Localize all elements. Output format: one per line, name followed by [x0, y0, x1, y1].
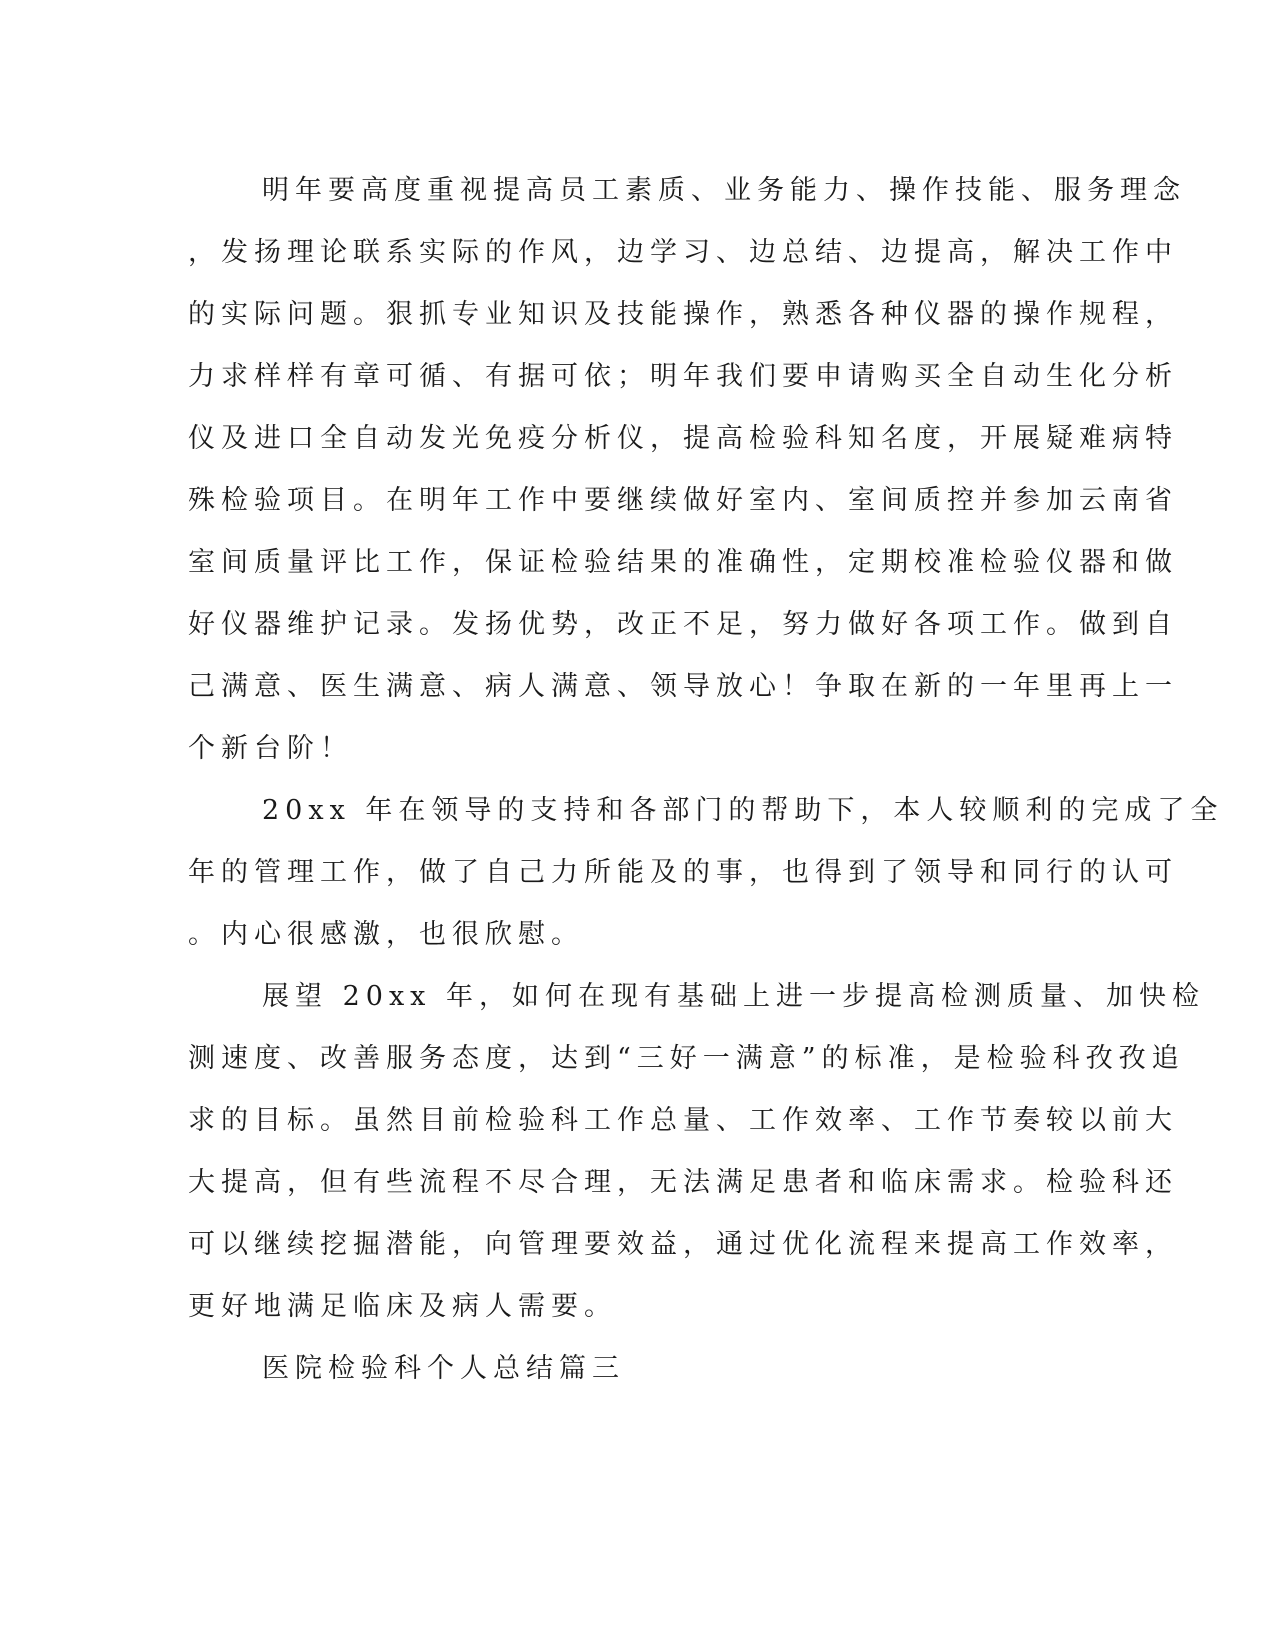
paragraph-line: 测速度、改善服务态度，达到“三好一满意”的标准，是检验科孜孜追 [188, 1043, 1185, 1074]
paragraph-2 [188, 780, 1224, 966]
paragraph-line: 个新台阶！ [188, 733, 353, 764]
paragraph-line: 大提高，但有些流程不尽合理，无法满足患者和临床需求。检验科还 [188, 1167, 1178, 1198]
paragraph-line: 明年要高度重视提高员工素质、业务能力、操作技能、服务理念 [262, 175, 1186, 206]
paragraph-line: 年的管理工作，做了自己力所能及的事，也得到了领导和同行的认可 [188, 857, 1178, 888]
paragraph-line: 的实际问题。狠抓专业知识及技能操作，熟悉各种仪器的操作规程， [188, 299, 1178, 330]
section-heading [188, 1338, 1076, 1400]
paragraph-line: 求的目标。虽然目前检验科工作总量、工作效率、工作节奏较以前大 [188, 1105, 1178, 1136]
paragraph-line: 20xx 年在领导的支持和各部门的帮助下，本人较顺利的完成了全 [262, 795, 1224, 826]
paragraph-line: 殊检验项目。在明年工作中要继续做好室内、室间质控并参加云南省 [188, 485, 1178, 516]
paragraph-line: 。内心很感激，也很欣慰。 [188, 919, 584, 950]
paragraph-line: 展望 20xx 年，如何在现有基础上进一步提高检测质量、加快检 [262, 981, 1205, 1012]
paragraph-line: 更好地满足临床及病人需要。 [188, 1291, 617, 1322]
section-title: 医院检验科个人总结篇三 [262, 1353, 625, 1384]
document-body [188, 160, 1224, 1400]
paragraph-line: 仪及进口全自动发光免疫分析仪，提高检验科知名度，开展疑难病特 [188, 423, 1178, 454]
paragraph-line: 力求样样有章可循、有据可依；明年我们要申请购买全自动生化分析 [188, 361, 1178, 392]
paragraph-line: ，发扬理论联系实际的作风，边学习、边总结、边提高，解决工作中 [188, 237, 1178, 268]
paragraph-3 [188, 966, 1205, 1338]
paragraph-line: 己满意、医生满意、病人满意、领导放心！争取在新的一年里再上一 [188, 671, 1178, 702]
paragraph-line: 室间质量评比工作，保证检验结果的准确性，定期校准检验仪器和做 [188, 547, 1178, 578]
paragraph-line: 好仪器维护记录。发扬优势，改正不足，努力做好各项工作。做到自 [188, 609, 1178, 640]
paragraph-1 [188, 160, 1186, 780]
paragraph-line: 可以继续挖掘潜能，向管理要效益，通过优化流程来提高工作效率， [188, 1229, 1178, 1260]
